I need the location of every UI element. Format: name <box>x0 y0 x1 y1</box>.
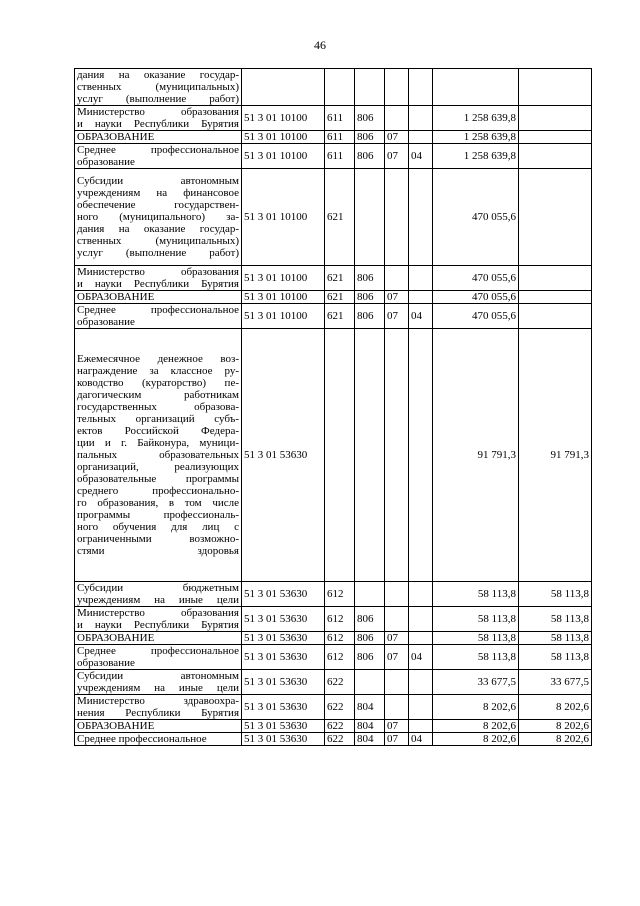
amount-cell: 91 791,3 <box>433 329 519 582</box>
subsection-cell: 04 <box>409 144 433 169</box>
amount-cell: 470 055,6 <box>433 291 519 304</box>
table-row <box>75 607 592 632</box>
item-name-cell <box>75 69 242 106</box>
expense-type-cell: 622 <box>325 695 355 720</box>
table-row <box>75 632 592 645</box>
section-cell <box>385 695 409 720</box>
item-name-cell <box>75 144 242 169</box>
section-cell: 07 <box>385 733 409 746</box>
item-name-cell <box>75 720 242 733</box>
amount-cell: 58 113,8 <box>433 632 519 645</box>
item-name-line: тельных организаций субъ- <box>77 413 239 425</box>
item-name-line: организаций, реализующих <box>77 461 239 473</box>
expense-type-cell: 621 <box>325 291 355 304</box>
item-name-line: нения Республики Бурятия <box>77 707 239 719</box>
table-row <box>75 69 592 106</box>
target-code-cell: 51 3 01 53630 <box>242 720 325 733</box>
amount-cell: 8 202,6 <box>433 733 519 746</box>
item-name-line: ции и г. Байконура, муници- <box>77 437 239 449</box>
target-code-cell: 51 3 01 10100 <box>242 131 325 144</box>
page-number: 46 <box>314 38 326 52</box>
ministry-code-cell: 806 <box>355 131 385 144</box>
item-name-line: ного обучения для лиц с <box>77 521 239 533</box>
section-cell: 07 <box>385 131 409 144</box>
item-name-line: дания на оказание государ- <box>77 69 239 81</box>
target-code-cell: 51 3 01 10100 <box>242 291 325 304</box>
ministry-code-cell: 806 <box>355 291 385 304</box>
item-name-line: Субсидии автономным <box>77 175 239 187</box>
federal-amount-cell <box>519 131 592 144</box>
subsection-cell: 04 <box>409 645 433 670</box>
federal-amount-cell: 58 113,8 <box>519 582 592 607</box>
section-cell <box>385 266 409 291</box>
item-name-line: Среднее профессиональное <box>77 144 239 156</box>
item-name-cell <box>75 695 242 720</box>
item-name-line: услуг (выполнение работ) <box>77 247 239 259</box>
section-cell <box>385 582 409 607</box>
expense-type-cell: 611 <box>325 106 355 131</box>
item-name-line: ектов Российской Федера- <box>77 425 239 437</box>
expense-type-cell: 622 <box>325 733 355 746</box>
item-name-line: учреждениям на иные цели <box>77 594 239 606</box>
table-row <box>75 670 592 695</box>
table-row <box>75 733 592 746</box>
item-name-line: дагогическим работникам <box>77 389 239 401</box>
item-name-line: ного (муниципального) за- <box>77 211 239 223</box>
ministry-code-cell: 806 <box>355 266 385 291</box>
expense-type-cell: 622 <box>325 720 355 733</box>
amount-cell: 8 202,6 <box>433 720 519 733</box>
target-code-cell: 51 3 01 53630 <box>242 695 325 720</box>
item-name-line: ОБРАЗОВАНИЕ <box>77 291 155 303</box>
section-cell <box>385 169 409 266</box>
subsection-cell <box>409 69 433 106</box>
item-name-cell <box>75 733 242 746</box>
ministry-code-cell <box>355 69 385 106</box>
section-cell: 07 <box>385 304 409 329</box>
subsection-cell <box>409 291 433 304</box>
federal-amount-cell <box>519 144 592 169</box>
amount-cell <box>433 69 519 106</box>
ministry-code-cell: 804 <box>355 720 385 733</box>
target-code-cell: 51 3 01 53630 <box>242 607 325 632</box>
ministry-code-cell <box>355 670 385 695</box>
federal-amount-cell <box>519 291 592 304</box>
item-name-line: Министерство образования <box>77 106 239 118</box>
subsection-cell <box>409 169 433 266</box>
item-name-line: учреждениям на иные цели <box>77 682 239 694</box>
section-cell: 07 <box>385 291 409 304</box>
item-name-line: среднего профессионально- <box>77 485 239 497</box>
ministry-code-cell: 806 <box>355 632 385 645</box>
federal-amount-cell: 8 202,6 <box>519 695 592 720</box>
expense-type-cell: 621 <box>325 169 355 266</box>
ministry-code-cell: 806 <box>355 607 385 632</box>
item-name-line: пальных образовательных <box>77 449 239 461</box>
item-name-line: образование <box>77 657 135 669</box>
expense-type-cell: 621 <box>325 266 355 291</box>
section-cell: 07 <box>385 720 409 733</box>
budget-table <box>74 68 592 746</box>
table-row <box>75 266 592 291</box>
ministry-code-cell <box>355 329 385 582</box>
amount-cell: 33 677,5 <box>433 670 519 695</box>
table-row <box>75 131 592 144</box>
item-name-cell <box>75 169 242 266</box>
federal-amount-cell <box>519 106 592 131</box>
item-name-cell <box>75 645 242 670</box>
item-name-line: награждение за классное ру- <box>77 365 239 377</box>
target-code-cell: 51 3 01 10100 <box>242 144 325 169</box>
federal-amount-cell: 8 202,6 <box>519 733 592 746</box>
ministry-code-cell <box>355 169 385 266</box>
expense-type-cell: 622 <box>325 670 355 695</box>
item-name-cell <box>75 329 242 582</box>
target-code-cell: 51 3 01 10100 <box>242 169 325 266</box>
target-code-cell: 51 3 01 10100 <box>242 266 325 291</box>
item-name-line: Среднее профессиональное <box>77 733 207 745</box>
section-cell: 07 <box>385 144 409 169</box>
table-row <box>75 106 592 131</box>
subsection-cell <box>409 695 433 720</box>
target-code-cell: 51 3 01 53630 <box>242 329 325 582</box>
item-name-line: Министерство здравоохра- <box>77 695 239 707</box>
federal-amount-cell: 8 202,6 <box>519 720 592 733</box>
subsection-cell: 04 <box>409 304 433 329</box>
federal-amount-cell <box>519 169 592 266</box>
expense-type-cell: 621 <box>325 304 355 329</box>
amount-cell: 1 258 639,8 <box>433 144 519 169</box>
ministry-code-cell: 806 <box>355 304 385 329</box>
target-code-cell <box>242 69 325 106</box>
table-row <box>75 169 592 266</box>
item-name-cell <box>75 582 242 607</box>
table-row <box>75 144 592 169</box>
table-row <box>75 645 592 670</box>
subsection-cell <box>409 266 433 291</box>
amount-cell: 58 113,8 <box>433 582 519 607</box>
federal-amount-cell: 33 677,5 <box>519 670 592 695</box>
item-name-line: программы профессиональ- <box>77 509 239 521</box>
section-cell <box>385 607 409 632</box>
item-name-line: образовательные программы <box>77 473 239 485</box>
item-name-line: ограниченными возможно- <box>77 533 239 545</box>
item-name-line: го образования, в том числе <box>77 497 239 509</box>
amount-cell: 58 113,8 <box>433 607 519 632</box>
federal-amount-cell <box>519 304 592 329</box>
section-cell: 07 <box>385 632 409 645</box>
target-code-cell: 51 3 01 10100 <box>242 304 325 329</box>
item-name-cell <box>75 632 242 645</box>
federal-amount-cell: 58 113,8 <box>519 632 592 645</box>
expense-type-cell: 612 <box>325 632 355 645</box>
table-row <box>75 582 592 607</box>
target-code-cell: 51 3 01 53630 <box>242 733 325 746</box>
federal-amount-cell: 58 113,8 <box>519 607 592 632</box>
subsection-cell <box>409 720 433 733</box>
section-cell <box>385 106 409 131</box>
item-name-line: ководство (кураторство) пе- <box>77 377 239 389</box>
ministry-code-cell: 804 <box>355 733 385 746</box>
subsection-cell <box>409 607 433 632</box>
item-name-line: и науки Республики Бурятия <box>77 118 239 130</box>
section-cell: 07 <box>385 645 409 670</box>
amount-cell: 470 055,6 <box>433 266 519 291</box>
expense-type-cell: 612 <box>325 645 355 670</box>
target-code-cell: 51 3 01 53630 <box>242 645 325 670</box>
item-name-line: Ежемесячное денежное воз- <box>77 353 239 365</box>
amount-cell: 58 113,8 <box>433 645 519 670</box>
subsection-cell <box>409 632 433 645</box>
expense-type-cell: 612 <box>325 582 355 607</box>
expense-type-cell: 611 <box>325 144 355 169</box>
item-name-line: и науки Республики Бурятия <box>77 278 239 290</box>
item-name-cell <box>75 106 242 131</box>
item-name-line: Министерство образования <box>77 607 239 619</box>
item-name-line: Министерство образования <box>77 266 239 278</box>
amount-cell: 470 055,6 <box>433 169 519 266</box>
item-name-line: Среднее профессиональное <box>77 304 239 316</box>
federal-amount-cell: 58 113,8 <box>519 645 592 670</box>
item-name-line: дания на оказание государ- <box>77 223 239 235</box>
ministry-code-cell: 806 <box>355 645 385 670</box>
federal-amount-cell <box>519 69 592 106</box>
item-name-line: ОБРАЗОВАНИЕ <box>77 632 155 644</box>
ministry-code-cell: 806 <box>355 106 385 131</box>
subsection-cell <box>409 670 433 695</box>
expense-type-cell: 612 <box>325 607 355 632</box>
amount-cell: 470 055,6 <box>433 304 519 329</box>
budget-table-body <box>75 69 592 746</box>
item-name-line: образование <box>77 156 135 168</box>
subsection-cell <box>409 106 433 131</box>
item-name-line: государственных образова- <box>77 401 239 413</box>
subsection-cell <box>409 582 433 607</box>
subsection-cell <box>409 329 433 582</box>
item-name-line: образование <box>77 316 135 328</box>
subsection-cell <box>409 131 433 144</box>
target-code-cell: 51 3 01 10100 <box>242 106 325 131</box>
table-row <box>75 304 592 329</box>
subsection-cell: 04 <box>409 733 433 746</box>
item-name-line: ственных (муниципальных) <box>77 81 239 93</box>
section-cell <box>385 670 409 695</box>
amount-cell: 1 258 639,8 <box>433 131 519 144</box>
item-name-cell <box>75 131 242 144</box>
section-cell <box>385 329 409 582</box>
table-row <box>75 329 592 582</box>
section-cell <box>385 69 409 106</box>
item-name-line: обеспечение государствен- <box>77 199 239 211</box>
table-row <box>75 720 592 733</box>
item-name-line: учреждениям на финансовое <box>77 187 239 199</box>
item-name-line: и науки Республики Бурятия <box>77 619 239 631</box>
item-name-line: ственных (муниципальных) <box>77 235 239 247</box>
item-name-cell <box>75 607 242 632</box>
target-code-cell: 51 3 01 53630 <box>242 670 325 695</box>
ministry-code-cell: 804 <box>355 695 385 720</box>
item-name-line: Субсидии автономным <box>77 670 239 682</box>
item-name-line: Среднее профессиональное <box>77 645 239 657</box>
target-code-cell: 51 3 01 53630 <box>242 582 325 607</box>
target-code-cell: 51 3 01 53630 <box>242 632 325 645</box>
ministry-code-cell <box>355 582 385 607</box>
item-name-cell <box>75 291 242 304</box>
table-row <box>75 695 592 720</box>
amount-cell: 1 258 639,8 <box>433 106 519 131</box>
item-name-line: услуг (выполнение работ) <box>77 93 239 105</box>
item-name-line: ОБРАЗОВАНИЕ <box>77 720 155 732</box>
federal-amount-cell <box>519 266 592 291</box>
expense-type-cell <box>325 69 355 106</box>
expense-type-cell: 611 <box>325 131 355 144</box>
federal-amount-cell: 91 791,3 <box>519 329 592 582</box>
expense-type-cell <box>325 329 355 582</box>
ministry-code-cell: 806 <box>355 144 385 169</box>
item-name-line: Субсидии бюджетным <box>77 582 239 594</box>
item-name-line: стями здоровья <box>77 545 239 557</box>
table-row <box>75 291 592 304</box>
item-name-cell <box>75 670 242 695</box>
item-name-cell <box>75 304 242 329</box>
item-name-line: ОБРАЗОВАНИЕ <box>77 131 155 143</box>
item-name-cell <box>75 266 242 291</box>
amount-cell: 8 202,6 <box>433 695 519 720</box>
